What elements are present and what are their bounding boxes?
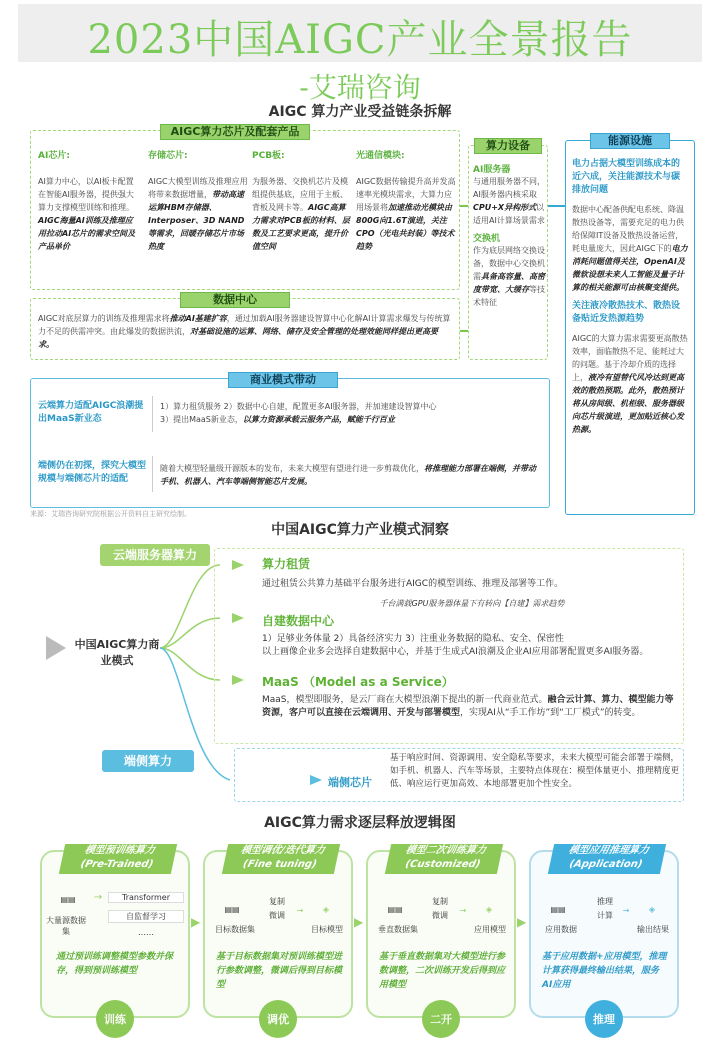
chip-col-body: AIGC大模型训练及推理应用将带来数据增量，	[148, 177, 248, 199]
flow-arrow-icon: ▶	[354, 915, 364, 929]
chip-col-head: 存储芯片:	[148, 151, 188, 161]
section2-heading: 中国AIGC算力产业模式洞察	[271, 522, 449, 538]
mode-item-maas: MaaS （Model as a Service） MaaS，模型即服务，是云厂商在大模型浪潮下提出的新一代商业范式。融合云计算、算力、模型能力等资源，客户可以直接在云端调用、开发与部署模型，实现AI从“手工作坊”到“工厂模式”的转变。	[262, 675, 674, 718]
page-subtitle: -艾瑞咨询	[299, 71, 421, 104]
cloud-tag: 云端服务器算力	[100, 544, 210, 566]
node-selfsup: 自监督学习	[108, 910, 184, 923]
energy-tag: 能源设施	[590, 133, 670, 149]
chip-col-body: AI算力中心，以AI板卡配置在智能AI服务器，提供强大算力支撑模型训练和推理。	[38, 177, 134, 212]
stage-circle: 二开	[422, 1000, 460, 1038]
root-arrow-icon	[46, 636, 66, 660]
chip-col-head: AI芯片:	[38, 151, 70, 161]
node-data-icon: ▤▤	[550, 905, 566, 914]
output-cube-icon: ◈	[648, 905, 656, 914]
stage-title: 模型应用推理算力 (Application)	[548, 844, 666, 874]
source-note: 来源：艾瑞咨询研究院根据公开资料自主研究绘制。	[30, 510, 191, 518]
mode-item-rental: 算力租赁 通过租赁公共算力基础平台服务进行AIGC的模型训练、推理及部署等工作。 千台满载GPU服务器体量下有转向【自建】需求趋势	[262, 557, 565, 608]
node-data-icon: ▤▤	[387, 905, 403, 914]
model-cube-icon: ◈	[485, 905, 493, 914]
edge-chip-head: 端侧芯片	[328, 776, 372, 789]
energy-content: 电力占据大模型训练成本的近六成，关注能源技术与碳排放问题 数据中心配备供配电系统、降温散热设备等，需要充足的电力供给保障IT设备及散热设备运营，耗电量庞大，因此AIGC下的电力消耗问题值得关注，OpenAI及微软设想未来人工智能及量子计算的相关能源可由核聚变提供。 关注液冷散热技术、散热设备贴近发热源趋势 AIGC的大算力需求需要更高散热效率，面临散热不足、能耗过大的问题。基于冷却介质的选择上，液冷有望替代风冷达到更高效的散热预期。此外，散热预计将从房间级、机柜级、服务器级向芯片级演进，更加贴近核心发热源。	[572, 159, 688, 434]
chip-col-optical	[356, 148, 456, 288]
stage-circle: 调优	[259, 1000, 297, 1038]
stage-desc: 基于目标数据集对预训练模型进行参数调整，微调后得到目标模型	[216, 952, 343, 990]
flow-arrow-icon: ▶	[191, 915, 201, 929]
edge-chip-body: 基于响应时间、资源调用、安全隐私等要求，未来大模型可能会部署于端侧，如手机、机器人、汽车等场景，主要特点体现在：模型体量更小、推理精度更低、响应运行更加高效、本地部署更加个性安全。	[390, 753, 680, 789]
stage-title: 模型预训练算力 (Pre-Trained)	[59, 844, 177, 874]
model-cube-icon: ◈	[322, 905, 330, 914]
chip-col-pcb	[252, 148, 352, 288]
chip-col-head: 光通信模块:	[356, 151, 405, 161]
stage-desc: 通过预训练调整模型参数并保存，得到预训练模型	[56, 952, 174, 976]
stage-desc: 基于应用数据+应用模型，推理计算获得最终输出结果，服务AI应用	[542, 952, 667, 990]
flow-arrow-icon: ▶	[517, 915, 527, 929]
chip-col-head: PCB板:	[252, 151, 285, 161]
chip-col-body: 为服务器、交换机芯片及模组提供基底，应用于主板、背板及网卡等。	[252, 177, 348, 212]
page-title: 2023中国AIGC产业全景报告	[87, 17, 633, 63]
stage-circle: 训练	[96, 1000, 134, 1038]
stage-title: 模型调优/迭代算力 (Fine tuning)	[222, 844, 340, 874]
edge-tag: 端侧算力	[102, 750, 194, 772]
node-data-icon: ▤▤	[224, 905, 240, 914]
section3-heading: AIGC算力需求逐层释放逻辑图	[264, 815, 456, 831]
biz-left-2: 端侧仍在初探，探究大模型规模与端侧芯片的适配	[38, 461, 147, 484]
business-tag: 商业模式带动	[228, 372, 338, 388]
chip-col-bold: AIGC高算力需求对PCB板的材料、层数及工艺要求更高，提升价值空间	[252, 203, 350, 251]
node-transformer: Transformer	[108, 892, 184, 903]
biz-right-1: 1）算力租赁服务 2）数据中心自建，配置更多AI服务器，并加速建设智算中心 3）提出MaaS新业态，以算力资源承载云服务产品，赋能千行百业	[160, 402, 437, 424]
chip-col-storage	[148, 148, 248, 288]
datacenter-tag: 数据中心	[180, 292, 290, 308]
mode-item-selfbuild: 自建数据中心 1）足够业务体量 2）具备经济实力 3）注重业务数据的隐私、安全、保密性 以上画像企业多会选择自建数据中心，并基于生成式AI浪潮及企业AI应用部署配置更多AI服务器。	[262, 614, 649, 657]
power-tag: 算力设备	[474, 138, 542, 154]
chip-col-bold: AIGC海量AI训练及推理应用拉动AI芯片的需求空间及产品单价	[38, 216, 136, 251]
mode-root: 中国AIGC算力商业模式	[74, 638, 160, 667]
stage-title: 模型二次训练算力 (Customized)	[385, 844, 503, 874]
chip-col-ai	[38, 148, 138, 288]
chip-col-bold: 加速推动光模块由800G向1.6T演进，关注CPO（光电共封装）等技术趋势	[356, 203, 455, 251]
biz-right-2: 随着大模型轻量级开源版本的发布，未来大模型有望进行进一步剪裁优化，将推理能力部署在端侧，并带动手机、机器人、汽车等端侧智能芯片发展。	[160, 464, 536, 486]
power-content: AI服务器 与通用服务器不同，AI服务器内核采取CPU+X异构形式以适用AI计算场景需求 交换机 作为底层网络交换设备，数据中心交换机需具备高容量、高密度带宽、大缓存等技术特征	[473, 165, 545, 307]
biz-left-1: 云端算力适配AIGC浪潮提出MaaS新业态	[38, 401, 144, 424]
datacenter-text: AIGC对底层算力的训练及推理需求将推动AI基建扩容，通过加载AI服务器建设智算中心化解AI计算需求爆发与传统算力不足的供需冲突。由此爆发的数据洪流，对基础设施的运算、网络、储存及安全管理的处理效能同样提出更高要求。	[38, 314, 451, 349]
section1-heading: AIGC 算力产业受益链条拆解	[268, 104, 452, 120]
node-data-icon: ▤▤	[60, 895, 76, 904]
business-box	[30, 378, 550, 508]
chip-col-bold: 带动高速运算HBM存储器、Interposer、3D NAND等需求，回暖存储芯片市场热度	[148, 190, 245, 251]
chips-tag: AIGC算力芯片及配套产品	[160, 124, 310, 140]
stage-desc: 基于垂直数据集对大模型进行参数调整，二次训练开发后得到应用模型	[379, 952, 506, 990]
stage-circle: 推理	[585, 1000, 623, 1038]
chip-col-body: AIGC数据传输提升高并发高速率光模块需求，大算力应用场景将	[356, 177, 456, 212]
